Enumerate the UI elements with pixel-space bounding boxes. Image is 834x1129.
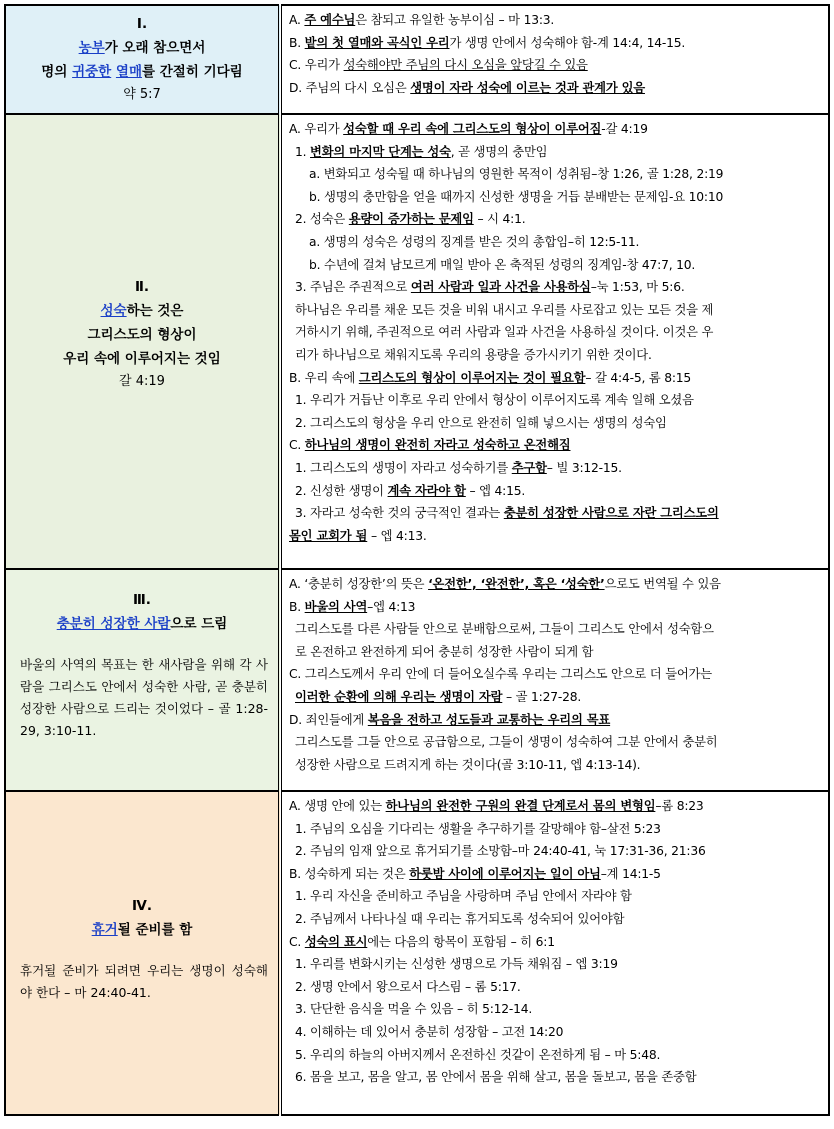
outline-line <box>285 118 828 141</box>
text-run: C. <box>289 934 305 949</box>
section-2-title-line1 <box>6 299 278 323</box>
text-run: – 시 4:1. <box>473 212 526 227</box>
section-2-roman: Ⅱ. <box>134 279 150 295</box>
text-run: 충분히 성장한 사람 <box>56 616 171 632</box>
text-run: 하는 것은 <box>126 303 184 319</box>
text-run: B. <box>289 599 305 614</box>
outline-line <box>285 731 828 754</box>
outline-line <box>285 663 828 686</box>
outline-line <box>285 908 828 931</box>
text-run: 바울의 사역 <box>304 599 368 614</box>
text-run: 하룻밤 사이에 이루어지는 일이 아님 <box>409 866 601 881</box>
outline-line <box>285 840 828 863</box>
text-run: 하나님의 완전한 구원의 완결 단계로서 몸의 변형임 <box>385 799 656 813</box>
text-run: –엡 4:13 <box>367 599 416 614</box>
text-run: -갈 4:19 <box>601 122 648 136</box>
text-run: 으로 드림 <box>170 616 228 632</box>
text-run: 3. 자라고 성숙한 것의 궁극적인 결과는 <box>295 506 504 521</box>
outline-line <box>285 818 828 841</box>
text-run: 6. 몸을 보고, 몸을 알고, 몸 안에서 몸을 위해 살고, 몸을 돌보고, 몸을 존중함 <box>295 1070 697 1085</box>
outline-line <box>285 186 828 209</box>
text-run: 그리스도의 형상이 <box>87 327 197 343</box>
text-run: C. <box>289 438 305 453</box>
outline-line <box>285 976 828 999</box>
text-run: –눅 1:53, 마 5:6. <box>590 280 685 295</box>
text-run: 귀중한 <box>72 64 112 80</box>
outline-line <box>285 1044 828 1067</box>
text-run: 성장한 사람으로 드려지게 하는 것이다(골 3:10-11, 엡 4:13-14). <box>295 757 641 772</box>
text-run: 충분히 성장한 사람으로 자란 그리스도의 <box>503 506 719 521</box>
section-4-heading <box>5 791 280 1115</box>
outline-line <box>285 9 828 32</box>
section-3-heading <box>5 569 280 791</box>
text-run: B. 성숙하게 되는 것은 <box>289 866 410 881</box>
text-run: 복음을 전하고 성도들과 교통하는 우리의 목표 <box>367 712 611 727</box>
section-3-title <box>6 612 278 636</box>
text-run: 리가 하나님으로 채워지도록 우리의 용량을 증가시키기 위한 것이다. <box>295 347 652 362</box>
section-4-note: 휴거될 준비가 되려면 우리는 생명이 성숙해야 한다 – 마 24:40-41. <box>20 963 268 1000</box>
outline-line <box>285 54 828 77</box>
section-row-2 <box>5 114 829 569</box>
text-run: 를 간절히 기다림 <box>142 64 243 80</box>
text-run: 1. 그리스도의 생명이 자라고 성숙하기를 <box>295 460 512 475</box>
text-run: 2. 주님께서 나타나실 때 우리는 휴거되도록 성숙되어 있어야함 <box>295 911 625 926</box>
outline-line <box>285 931 828 954</box>
text-run: A. <box>289 13 305 27</box>
outline-line <box>285 709 828 732</box>
outline-line <box>285 686 828 709</box>
text-run: D. 죄인들에게 <box>289 712 368 727</box>
outline-line <box>285 208 828 231</box>
outline-line <box>285 163 828 186</box>
text-run: 변화의 마지막 단계는 성숙 <box>310 144 451 159</box>
text-run: A. ‘충분히 성장한’의 뜻은 <box>289 577 429 591</box>
text-run: 하나님은 우리를 채운 모든 것을 비워 내시고 우리를 사로잡고 있는 모든 것을 제 <box>295 302 714 317</box>
text-run: 그리스도를 다른 사람들 안으로 분배함으로써, 그들이 그리스도 안에서 성숙함으 <box>295 622 714 637</box>
text-run: 명의 <box>41 64 73 80</box>
outline-line <box>285 573 828 596</box>
outline-line <box>285 389 828 412</box>
section-3-body <box>280 569 829 791</box>
outline-line <box>285 596 828 619</box>
outline-line <box>285 525 828 548</box>
text-run: – 골 1:27-28. <box>502 689 582 704</box>
text-run: 여러 사람과 일과 사건을 사용하심 <box>410 280 591 295</box>
section-4-roman: Ⅳ. <box>132 898 152 914</box>
text-run: – 엡 4:13. <box>367 528 427 543</box>
text-run: 으로도 번역될 수 있음 <box>604 577 721 591</box>
outline-line <box>285 434 828 457</box>
text-run: 2. 그리스도의 형상을 우리 안으로 완전히 일해 넣으시는 생명의 성숙임 <box>295 415 667 430</box>
outline-line <box>285 299 828 322</box>
section-2-title-line3: 우리 속에 이루어지는 것임 <box>63 351 221 367</box>
text-run: 가 오래 참으면서 <box>104 40 206 56</box>
text-run: C. 그리스도께서 우리 안에 더 들어오실수록 우리는 그리스도 안으로 더 들어가는 <box>289 667 712 682</box>
text-run: C. 우리가 <box>289 58 344 73</box>
text-run: –롬 8:23 <box>655 799 704 813</box>
text-run: 에는 다음의 항목이 포함됨 – 히 6:1 <box>367 934 555 949</box>
outline-line <box>285 276 828 299</box>
outline-line <box>285 32 828 55</box>
text-run: D. 주님의 다시 오심은 <box>289 80 411 95</box>
text-run: 성숙의 표시 <box>304 934 368 949</box>
text-run: –계 14:1-5 <box>600 866 661 881</box>
text-run: – 엡 4:15. <box>465 483 526 498</box>
section-4-body <box>280 791 829 1115</box>
text-run: 밭의 첫 열매와 곡식인 우리 <box>304 35 450 50</box>
outline-line <box>285 141 828 164</box>
text-run: 계속 자라야 함 <box>387 483 466 498</box>
outline-line <box>285 412 828 435</box>
section-3-roman: Ⅲ. <box>133 592 151 608</box>
text-run: 3. 주님은 주권적으로 <box>295 280 411 295</box>
section-4-title <box>6 918 278 942</box>
outline-line <box>285 795 828 818</box>
text-run: 4. 이해하는 데 있어서 충분히 성장함 – 고전 14:20 <box>295 1024 564 1039</box>
text-run: 2. 성숙은 <box>295 212 349 227</box>
outline-line <box>285 480 828 503</box>
text-run: 가 생명 안에서 성숙해야 함-계 14:4, 14-15. <box>449 35 686 50</box>
text-run: 1. 우리가 거듭난 이후로 우리 안에서 형상이 이루어지도록 계속 일해 오셨음 <box>295 393 694 408</box>
text-run: , 곧 생명의 충만임 <box>450 144 548 159</box>
text-run: – 갈 4:4-5, 롬 8:15 <box>585 370 692 385</box>
text-run: 농부 <box>78 40 105 56</box>
outline-line <box>285 754 828 777</box>
outline-line <box>285 77 828 100</box>
section-1-roman: Ⅰ. <box>136 16 148 32</box>
text-run: 용량이 증가하는 문제임 <box>348 212 474 227</box>
section-3-note: 바울의 사역의 목표는 한 새사람을 위해 각 사람을 그리스도 안에서 성숙한 사람, 곧 충분히 성장한 사람으로 드리는 것이었다 – 골 1:28-29, 3:10-11. <box>20 657 268 738</box>
text-run: 2. 생명 안에서 왕으로서 다스림 – 롬 5:17. <box>295 979 521 994</box>
outline-line <box>285 998 828 1021</box>
text-run: 1. <box>295 144 311 159</box>
outline-line <box>285 231 828 254</box>
outline-line <box>285 321 828 344</box>
section-1-title-line1 <box>6 36 278 60</box>
text-run: 주 예수님 <box>304 13 356 27</box>
outline-table <box>4 4 830 1116</box>
text-run: 휴거 <box>91 922 118 938</box>
text-run: 1. 우리 자신을 준비하고 주님을 사랑하며 주님 안에서 자라야 함 <box>295 889 632 904</box>
text-run: 이러한 순환에 의해 우리는 생명이 자람 <box>295 689 503 704</box>
text-run: 하나님의 생명이 완전히 자라고 성숙하고 온전해짐 <box>304 438 571 453</box>
outline-line <box>285 254 828 277</box>
text-run: 은 참되고 유일한 농부이심 – 마 13:3. <box>355 13 555 27</box>
outline-line <box>285 502 828 525</box>
text-run: A. 우리가 <box>289 122 344 136</box>
text-run: b. 생명의 충만함을 얻을 때까지 신성한 생명을 거듭 분배받는 문제임-요 10:10 <box>309 189 724 204</box>
text-run: B. 우리 속에 <box>289 370 359 385</box>
text-run: 5. 우리의 하늘의 아버지께서 온전하신 것같이 온전하게 됨 – 마 5:48. <box>295 1047 661 1062</box>
text-run: 2. 신성한 생명이 <box>295 483 388 498</box>
section-1-title-line2 <box>6 60 278 84</box>
outline-line <box>285 885 828 908</box>
outline-line <box>285 457 828 480</box>
outline-line <box>285 618 828 641</box>
text-run: a. 생명의 성숙은 성령의 징계를 받은 것의 총합임–히 12:5-11. <box>309 234 640 249</box>
text-run: 몸인 교회가 됨 <box>289 528 368 543</box>
outline-line <box>285 641 828 664</box>
text-run: 2. 주님의 임재 앞으로 휴거되기를 소망함–마 24:40-41, 눅 17:31-36, 21:36 <box>295 844 706 859</box>
outline-line <box>285 344 828 367</box>
outline-line <box>285 863 828 886</box>
text-run: 거하시기 위해, 주권적으로 여러 사람과 일과 사건을 사용하실 것이다. 이것은 우 <box>295 325 714 340</box>
text-run: b. 수년에 걸쳐 남모르게 매일 받아 온 축적된 성령의 징계임-창 47:7, 10. <box>309 257 696 272</box>
outline-line <box>285 1021 828 1044</box>
section-2-body <box>280 114 829 569</box>
section-row-4 <box>5 791 829 1115</box>
section-2-heading <box>5 114 280 569</box>
section-1-ref: 약 5:7 <box>123 87 161 102</box>
text-run: 성숙할 때 우리 속에 그리스도의 형상이 이루어짐 <box>343 122 602 136</box>
section-2-ref: 갈 4:19 <box>119 374 165 389</box>
outline-line <box>285 367 828 390</box>
text-run: a. 변화되고 성숙될 때 하나님의 영원한 목적이 성취됨–창 1:26, 골 1:28, 2:19 <box>309 167 724 182</box>
text-run: 3. 단단한 음식을 먹을 수 있음 – 히 5:12-14. <box>295 1002 533 1017</box>
outline-line <box>285 953 828 976</box>
text-run: 1. 주님의 오심을 기다리는 생활을 추구하기를 갈망해야 함–살전 5:23 <box>295 821 661 836</box>
text-run: 그리스도를 그들 안으로 공급함으로, 그들이 생명이 성숙하여 그분 안에서 충분히 <box>295 735 718 750</box>
text-run: 그리스도의 형상이 이루어지는 것이 필요함 <box>358 370 586 385</box>
section-row-3 <box>5 569 829 791</box>
section-1-body <box>280 5 829 114</box>
text-run: 1. 우리를 변화시키는 신성한 생명으로 가득 채워짐 – 엡 3:19 <box>295 957 618 972</box>
outline-line <box>285 1066 828 1089</box>
text-run: – 빌 3:12-15. <box>546 460 622 475</box>
text-run: 추구함 <box>511 460 547 475</box>
section-row-1 <box>5 5 829 114</box>
section-2-title-line2 <box>6 323 278 347</box>
text-run: ‘온전한’, ‘완전한’, 혹은 ‘성숙한’ <box>428 577 605 591</box>
text-run: 생명이 자라 성숙에 이르는 것과 관계가 있음 <box>410 80 645 95</box>
text-run: 성숙 <box>100 303 127 319</box>
section-1-heading <box>5 5 280 114</box>
text-run: A. 생명 안에 있는 <box>289 799 386 813</box>
text-run: 열매 <box>115 64 143 80</box>
text-run: 성숙해야만 주님의 다시 오심을 앞당길 수 있음 <box>343 58 588 73</box>
text-run: B. <box>289 35 305 50</box>
text-run: 될 준비를 함 <box>117 922 193 938</box>
text-run: 로 온전하고 완전하게 되어 충분히 성장한 사람이 되게 함 <box>295 644 594 659</box>
